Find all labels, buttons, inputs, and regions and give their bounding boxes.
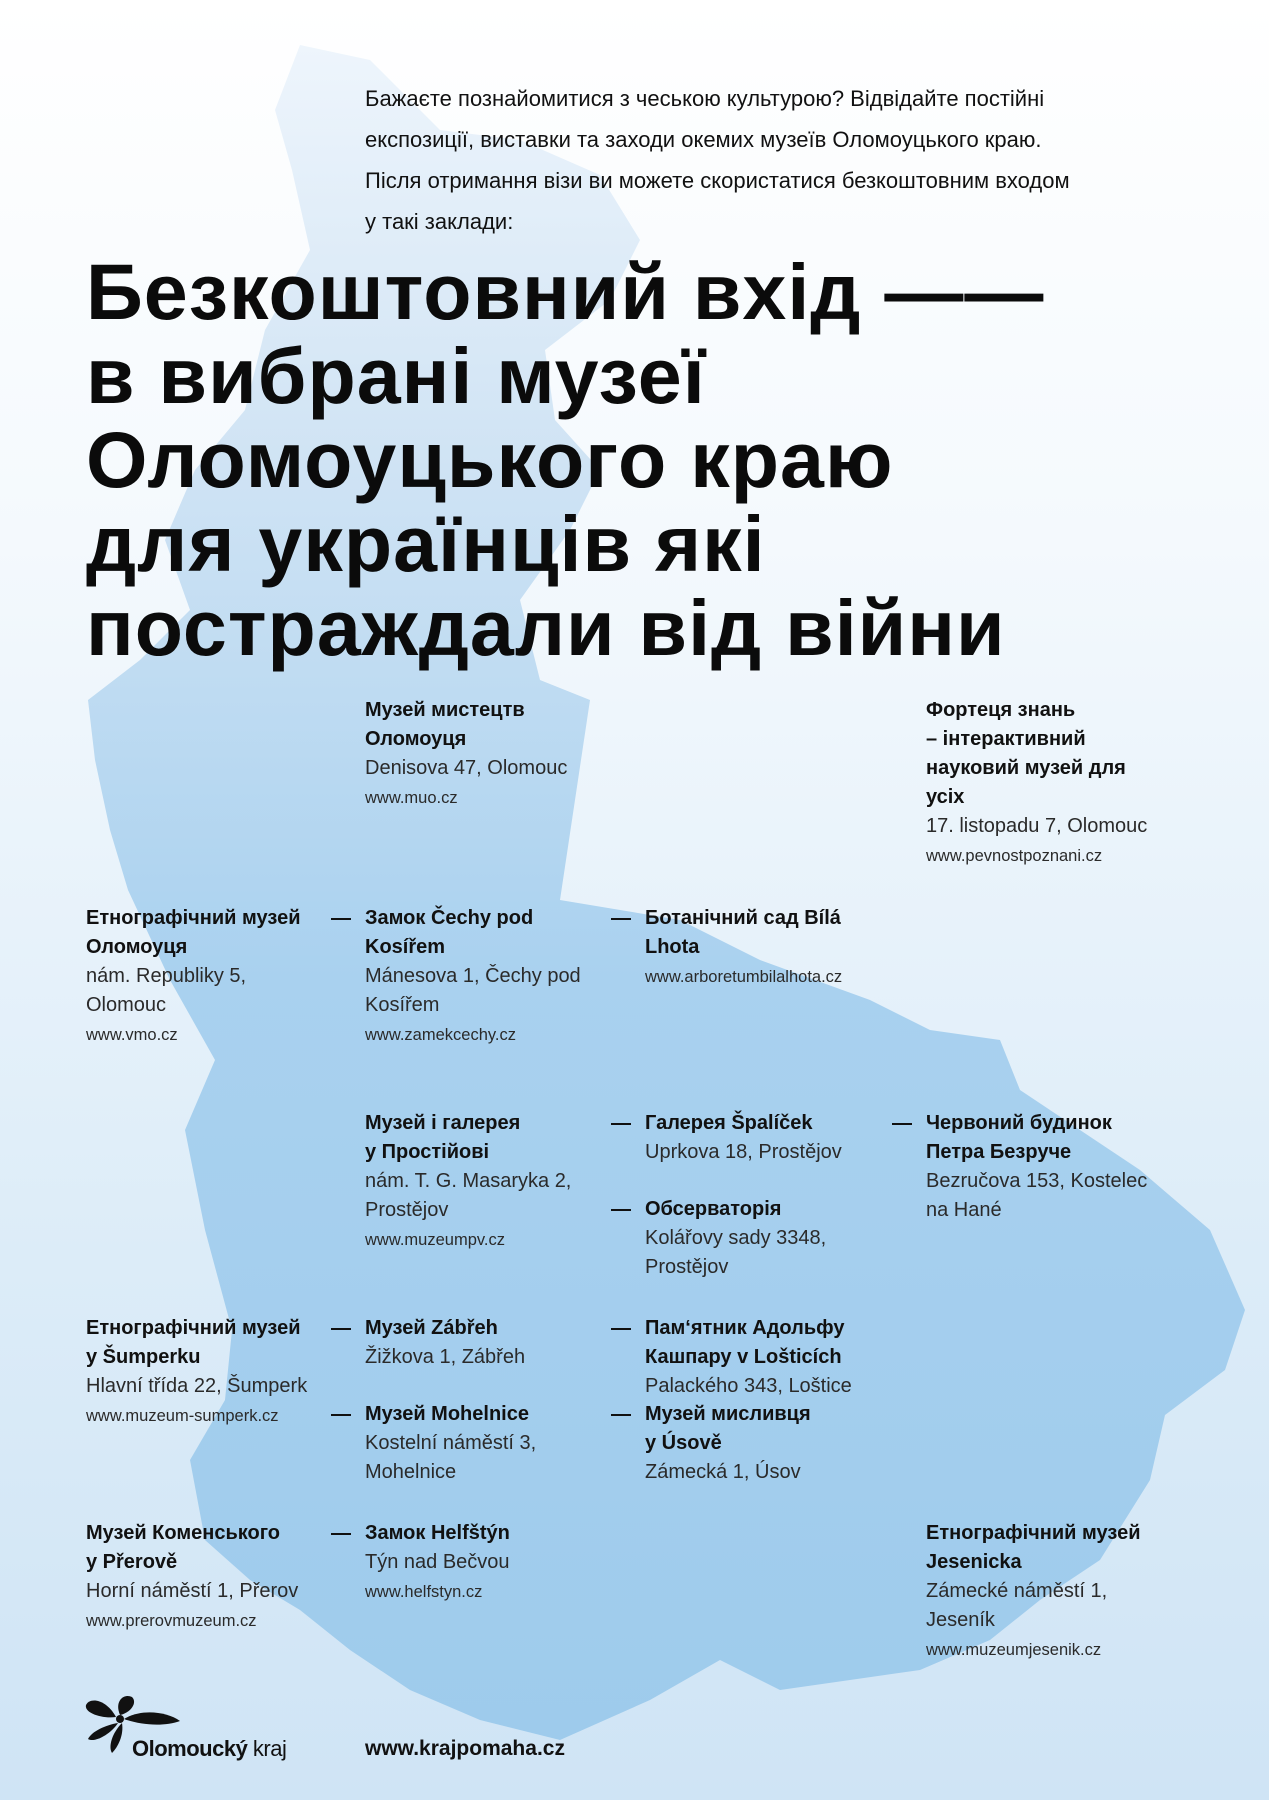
- museum-name: – інтерактивний: [926, 728, 1086, 750]
- museum-name: Замок Čechy pod: [365, 907, 534, 929]
- museum-address: na Hané: [926, 1199, 1002, 1221]
- museum-address: Zámecké náměstí 1,: [926, 1580, 1108, 1602]
- museum-entry: [645, 1109, 907, 1167]
- museum-entry: [86, 1519, 348, 1636]
- museum-name: Музей Mohelnice: [365, 1403, 529, 1425]
- museum-link[interactable]: www.helfstyn.cz: [365, 1583, 483, 1601]
- museum-address: Jeseník: [926, 1609, 995, 1631]
- museum-name: Кашпару v Lošticích: [645, 1346, 842, 1368]
- museum-entry: [645, 1400, 907, 1487]
- intro-line: Після отримання візи ви можете скористатися безкоштовним входом: [365, 168, 1070, 193]
- museum-entry: [926, 1109, 1188, 1225]
- museum-link[interactable]: www.pevnostpoznani.cz: [926, 847, 1103, 865]
- museum-link[interactable]: www.muzeumjesenik.cz: [926, 1641, 1102, 1659]
- museum-address: 17. listopadu 7, Olomouc: [926, 815, 1148, 837]
- footer-website-link[interactable]: www.krajpomaha.cz: [365, 1737, 565, 1760]
- museum-entry: [926, 1519, 1188, 1665]
- museum-link[interactable]: www.muo.cz: [365, 789, 458, 807]
- museum-name: у Úsově: [645, 1432, 722, 1454]
- connector-dash: [611, 918, 631, 920]
- museum-address: Hlavní třída 22, Šumperk: [86, 1375, 308, 1397]
- intro-line: у такі заклади:: [365, 209, 514, 234]
- museum-name: Lhota: [645, 936, 700, 958]
- museum-link[interactable]: www.vmo.cz: [86, 1026, 178, 1044]
- museum-address: Denisova 47, Olomouc: [365, 757, 568, 779]
- connector-dash: [611, 1123, 631, 1125]
- museum-entry: [926, 696, 1188, 871]
- museum-name: Оломоуця: [86, 936, 188, 958]
- museum-address: Prostějov: [645, 1256, 729, 1278]
- museum-name: науковий музей для: [926, 757, 1126, 779]
- museum-name: Музей мисливця: [645, 1403, 811, 1425]
- museum-name: Оломоуця: [365, 728, 467, 750]
- museum-name: Музей Коменського: [86, 1522, 280, 1544]
- museum-link[interactable]: www.muzeumpv.cz: [365, 1231, 505, 1249]
- museum-entry: [645, 904, 907, 992]
- museum-entry: [86, 904, 348, 1050]
- museum-address: Horní náměstí 1, Přerov: [86, 1580, 299, 1602]
- intro-line: експозиції, виставки та заходи окемих музеїв Оломоуцького краю.: [365, 127, 1042, 152]
- museum-name: усіх: [926, 786, 965, 808]
- connector-dash: [331, 918, 351, 920]
- connector-dash: [892, 1123, 912, 1125]
- title-line: Безкоштовний вхід ——: [86, 247, 1045, 336]
- logo-wordmark-light: kraj: [247, 1736, 287, 1761]
- museum-name: Етнографічний музей: [86, 1317, 301, 1339]
- museum-entry: [365, 1400, 627, 1487]
- museum-address: nám. T. G. Masaryka 2,: [365, 1170, 572, 1192]
- museum-link[interactable]: www.arboretumbilalhota.cz: [645, 968, 843, 986]
- museum-entry: [645, 1314, 907, 1401]
- museum-name: Галерея Špalíček: [645, 1112, 813, 1134]
- museum-entry: [365, 1519, 627, 1607]
- museum-address: Mohelnice: [365, 1461, 457, 1483]
- museum-name: у Šumperku: [86, 1346, 201, 1368]
- museum-name: Kosířem: [365, 936, 446, 958]
- title-line: Оломоуцького краю: [86, 415, 894, 504]
- connector-dash: [331, 1414, 351, 1416]
- museum-entry: [645, 1195, 907, 1282]
- museum-address: Bezručova 153, Kostelec: [926, 1170, 1148, 1192]
- title-line: постраждали від війни: [86, 583, 1006, 672]
- museum-name: Пам‘ятник Адольфу: [645, 1317, 845, 1339]
- connector-dash: [331, 1533, 351, 1535]
- museum-address: Zámecká 1, Úsov: [645, 1461, 801, 1483]
- museum-name: Ботанічний сад Bílá: [645, 907, 841, 929]
- museum-name: Музей мистецтв: [365, 699, 525, 721]
- museum-link[interactable]: www.zamekcechy.cz: [365, 1026, 516, 1044]
- museum-link[interactable]: www.muzeum-sumperk.cz: [86, 1407, 279, 1425]
- museum-entry: [365, 696, 627, 813]
- museum-entry: [365, 904, 627, 1050]
- museum-address: Uprkova 18, Prostějov: [645, 1141, 842, 1163]
- museum-name: Jesenicka: [926, 1551, 1022, 1573]
- museum-address: Kosířem: [365, 994, 440, 1016]
- museum-address: Žižkova 1, Zábřeh: [365, 1346, 526, 1368]
- intro-paragraph: [365, 78, 1195, 242]
- connector-dash: [611, 1209, 631, 1211]
- museum-name: Музей і галерея: [365, 1112, 521, 1134]
- museum-address: Olomouc: [86, 994, 167, 1016]
- museum-name: Музей Zábřeh: [365, 1317, 498, 1339]
- connector-dash: [611, 1328, 631, 1330]
- museum-name: Етнографічний музей: [926, 1522, 1141, 1544]
- connector-dash: [331, 1328, 351, 1330]
- title-line: в вибрані музеї: [86, 331, 706, 420]
- title-line: для українців які: [86, 499, 766, 588]
- museum-name: у Простійові: [365, 1141, 490, 1163]
- museum-address: Mánesova 1, Čechy pod: [365, 965, 581, 987]
- connector-dash: [611, 1414, 631, 1416]
- museum-entry: [365, 1109, 627, 1255]
- museum-name: Обсерваторія: [645, 1198, 782, 1220]
- logo-wordmark-bold: Olomoucký: [132, 1736, 248, 1761]
- museum-name: Етнографічний музей: [86, 907, 301, 929]
- museum-name: Червоний будинок: [926, 1112, 1112, 1134]
- museum-link[interactable]: www.prerovmuzeum.cz: [86, 1612, 257, 1630]
- museum-address: Týn nad Bečvou: [365, 1551, 510, 1573]
- museum-name: у Přerově: [86, 1551, 178, 1573]
- olomoucky-kraj-logo[interactable]: [84, 1695, 324, 1765]
- museum-address: nám. Republiky 5,: [86, 965, 247, 987]
- museum-address: Palackého 343, Loštice: [645, 1375, 852, 1397]
- museum-name: Замок Helfštýn: [365, 1522, 510, 1544]
- museum-address: Prostějov: [365, 1199, 449, 1221]
- museum-entry: [86, 1314, 348, 1431]
- page-title: [86, 247, 1236, 672]
- museum-name: Петра Безруче: [926, 1141, 1072, 1163]
- logo-wordmark: [132, 1736, 286, 1762]
- museum-address: Kostelní náměstí 3,: [365, 1432, 537, 1454]
- museum-entry: [365, 1314, 627, 1372]
- museum-address: Kolářovy sady 3348,: [645, 1227, 827, 1249]
- intro-line: Бажаєте познайомитися з чеською культурою? Відвідайте постійні: [365, 86, 1045, 111]
- museum-name: Фортеця знань: [926, 699, 1076, 721]
